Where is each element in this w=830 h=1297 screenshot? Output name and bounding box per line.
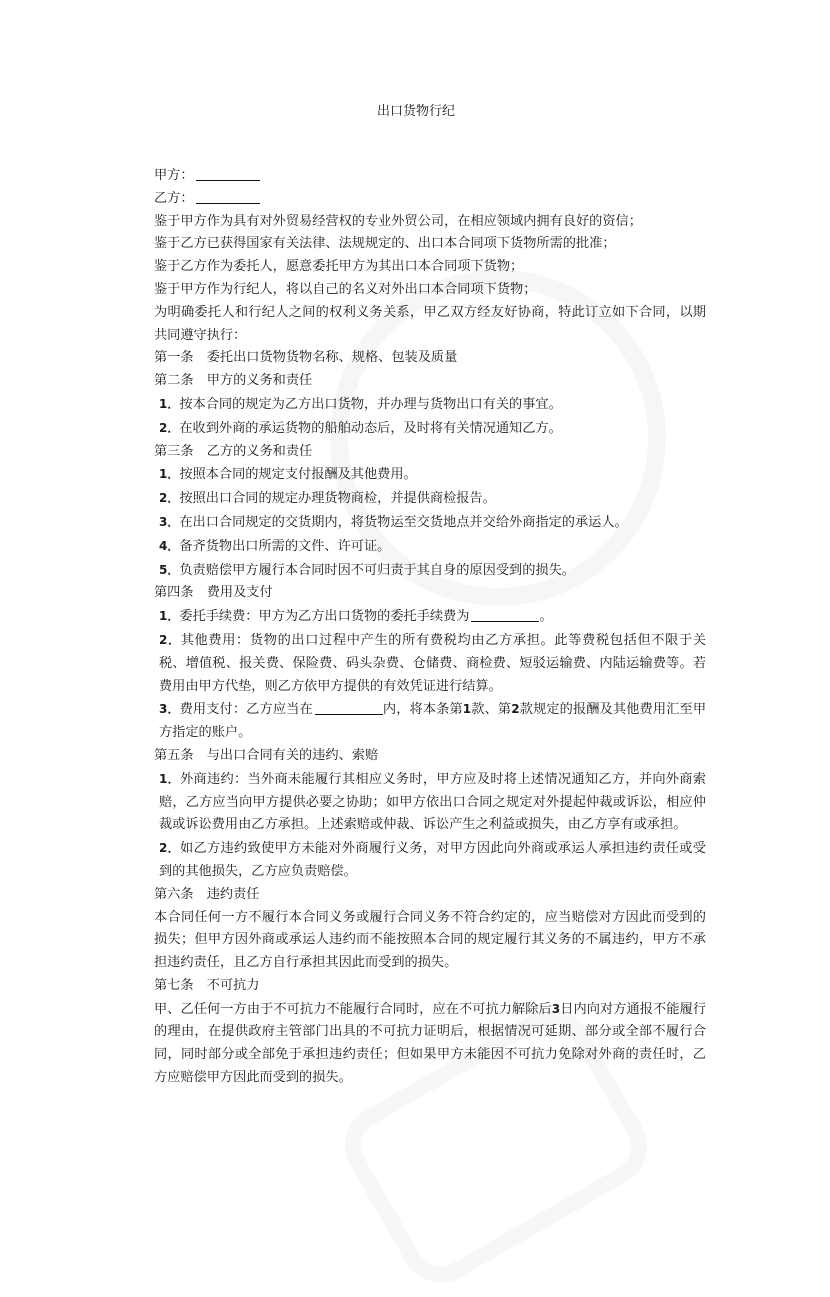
party-a-blank[interactable] xyxy=(196,166,260,181)
list-item: 2．按照出口合同的规定办理货物商检，并提供商检报告。 xyxy=(159,491,496,507)
party-b-blank[interactable] xyxy=(196,189,260,204)
party-a-line xyxy=(126,165,706,188)
article-5-heading: 第五条 与出口合同有关的违约、索赔 xyxy=(154,747,379,763)
list-item: 3．费用支付：乙方应当在 内，将本条第1款、第2款规定的报酬及其他费用汇至甲方指定的账户。 xyxy=(159,702,707,741)
list-item: 1．按照本合同的规定支付报酬及其他费用。 xyxy=(159,467,417,483)
article-3-heading: 第三条 乙方的义务和责任 xyxy=(154,443,313,459)
recital: 鉴于甲方作为具有对外贸易经营权的专业外贸公司，在相应领域内拥有良好的资信； xyxy=(154,213,642,229)
document-body xyxy=(126,165,706,1090)
article-7-heading: 第七条 不可抗力 xyxy=(154,977,260,993)
party-b-label: 乙方： xyxy=(154,190,194,206)
document-title: 出口货物行纪 xyxy=(376,104,455,119)
article-1-heading: 第一条 委托出口货物货物名称、规格、包装及质量 xyxy=(154,350,458,366)
article-4-heading: 第四条 费用及支付 xyxy=(154,585,273,601)
recital: 鉴于乙方作为委托人，愿意委托甲方为其出口本合同项下货物； xyxy=(154,259,524,275)
intro-paragraph: 为明确委托人和行纪人之间的权利义务关系，甲乙双方经友好协商，特此订立如下合同，以期共同遵守执行： xyxy=(154,304,706,343)
payment-period-blank[interactable] xyxy=(315,700,383,715)
list-item: 1．委托手续费：甲方为乙方出口货物的委托手续费为 。 xyxy=(159,609,553,625)
party-a-label: 甲方： xyxy=(154,168,194,183)
recital: 鉴于甲方作为行纪人，将以自己的名义对外出口本合同项下货物； xyxy=(154,281,537,297)
article-2-heading: 第二条 甲方的义务和责任 xyxy=(154,373,313,389)
article-6-text: 本合同任何一方不履行本合同义务或履行合同义务不符合约定的，应当赔偿对方因此而受到的损失；但甲方因外商或承运人违约而不能按照本合同的规定履行其义务的不属违约，甲方不承担违约责任，且乙方自行承担其因此而受到的损失。 xyxy=(154,909,706,971)
fee-blank[interactable] xyxy=(471,607,539,622)
list-item: 2．如乙方违约致使甲方未能对外商履行义务，对甲方因此向外商或承运人承担违约责任或受到的其他损失，乙方应负责赔偿。 xyxy=(159,841,706,879)
list-item: 2．其他费用：货物的出口过程中产生的所有费税均由乙方承担。此等费税包括但不限于关税、增值税、报关费、保险费、码头杂费、仓储费、商检费、短驳运输费、内陆运输费等。若费用由甲方代垫，则乙方依甲方提供的有效凭证进行结算。 xyxy=(159,632,707,694)
list-item: 1．外商违约：当外商未能履行其相应义务时，甲方应及时将上述情况通知乙方，并向外商索赔，乙方应当向甲方提供必要之协助；如甲方依出口合同之规定对外提起仲裁或诉讼，相应仲裁或诉讼费用由乙方承担。上述索赔或仲裁、诉讼产生之利益或损失，由乙方享有或承担。 xyxy=(159,771,706,833)
recital: 鉴于乙方已获得国家有关法律、法规规定的、出口本合同项下货物所需的批准； xyxy=(154,236,616,252)
party-b-line xyxy=(126,188,706,211)
list-item: 1．按本合同的规定为乙方出口货物，并办理与货物出口有关的事宜。 xyxy=(159,396,562,412)
list-item: 5．负责赔偿甲方履行本合同时因不可归责于其自身的原因受到的损失。 xyxy=(159,562,575,578)
list-item: 3．在出口合同规定的交货期内，将货物运至交货地点并交给外商指定的承运人。 xyxy=(159,514,628,530)
list-item: 2．在收到外商的承运货物的船舶动态后，及时将有关情况通知乙方。 xyxy=(159,420,562,436)
article-6-heading: 第六条 违约责任 xyxy=(154,886,260,902)
article-7-text: 甲、乙任何一方由于不可抗力不能履行合同时，应在不可抗力解除后3日内向对方通报不能履行的理由，在提供政府主管部门出具的不可抗力证明后，根据情况可延期、部分或全部不履行合同，同时部分或全部免于承担违约责任；但如果甲方未能因不可抗力免除对外商的责任时，乙方应赔偿甲方因此而受到的损失。 xyxy=(154,1001,707,1086)
list-item: 4．备齐货物出口所需的文件、许可证。 xyxy=(159,538,391,554)
